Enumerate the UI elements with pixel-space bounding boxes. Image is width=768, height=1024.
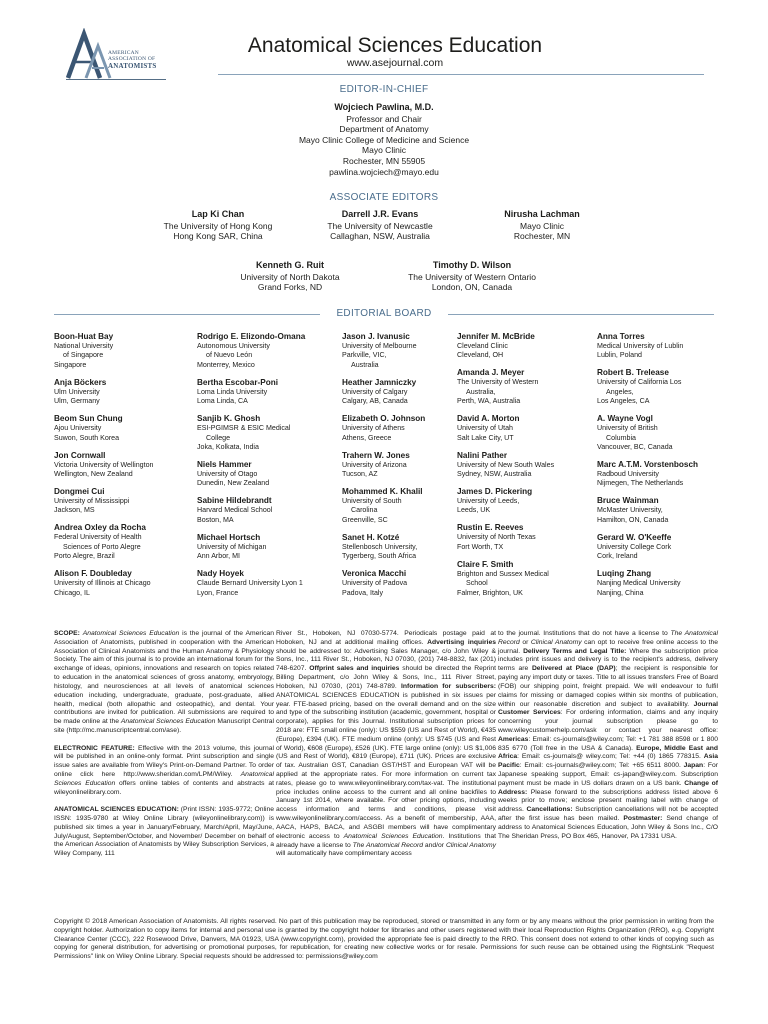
board-member: [54, 413, 190, 443]
info-text: is the journal of the American Association of Anatomists, published in cooperation with the American Association of Clinical Anatomists and the Human Anatomy & Physiology Society. The aim of this journal is to provide an international forum for the exchange of ideas, opinions, innovations and research on topics related to education in the anatomical sciences of gross anatomy, embryology, histology, and neurosciences at all levels of anatomical sciences education including, undergraduate, graduate, post-graduate, allied health, medical (both allopathic and osteopathic), and dental. Your contributions are invited for publication. All submissions are required to be made online at the: [54, 630, 274, 726]
associate-editors-heading: ASSOCIATE EDITORS: [329, 192, 439, 203]
info-text: Where the subscription price includes print issues and delivery is to the recipient's address, delivery terms are: [498, 647, 718, 673]
board-member-affiliation: Joka, Kolkata, India: [197, 443, 259, 452]
info-label: Americas: [498, 735, 529, 743]
associate-editor-name: Kenneth G. Ruit: [256, 260, 324, 270]
info-label: Asia Pacific: [498, 753, 718, 770]
board-member-affiliation: University of Mississippi: [54, 497, 130, 506]
board-member-affiliation: University of Illinois at Chicago: [54, 579, 151, 588]
board-member-affiliation: University of North Texas: [457, 533, 536, 542]
associate-editor-line: Callaghan, NSW, Australia: [330, 231, 430, 242]
board-member-affiliation: Boston, MA: [197, 515, 234, 524]
associate-editor-line: University of North Dakota: [240, 271, 340, 282]
editor-in-chief-heading: EDITOR-IN-CHIEF: [339, 84, 429, 95]
board-member: [597, 495, 717, 525]
board-member-name: David A. Morton: [457, 414, 520, 424]
info-label: Postmaster:: [623, 815, 663, 823]
associate-editor: [392, 260, 552, 293]
board-member-affiliation: Cork, Ireland: [597, 552, 638, 561]
copyright-notice: Copyright © 2018 American Association of Anatomists. All rights reserved. No part of this publication may be reproduced, stored or transmitted in any form or by any means without the prior permission in writing from the copyright holder. Authorization to copy items for internal and personal use is granted by the copyright holder for libraries and other users registered with their local Reproduction Rights Organization (RRO), e.g. Copyright Clearance Center (CCC), 222 Rosewood Drive, Danvers, MA 01923, USA (www.copyright.com), provided the appropriate fee is paid directly to the RRO. This consent does not extend to other kinds of copying such as copying for general distribution, for advertising or promotional purposes, for republication, for creating new collective works or for resale. Permissions for such reuse can be obtained using the RightsLink "Request Permissions" link on Wiley Online Library. Special requests should be addressed to: permissions@wiley.com: [54, 918, 714, 961]
info-paragraph: [276, 630, 496, 859]
info-column-1: [54, 630, 274, 868]
board-member: [197, 377, 333, 407]
board-member-affiliation: Tygerberg, South Africa: [342, 552, 417, 561]
board-member-affiliation: McMaster University,: [597, 506, 663, 515]
eic-line: Professor and Chair: [346, 113, 422, 124]
board-member-affiliation: Autonomous University: [197, 342, 270, 350]
board-member-affiliation: Lublin, Poland: [597, 351, 642, 360]
board-member-affiliation: University of California Los: [597, 378, 682, 387]
info-journal-title: Anatomical Sciences Education: [82, 630, 180, 637]
board-member-affiliation: Perth, WA, Australia: [457, 397, 521, 406]
board-member: [54, 522, 190, 561]
info-text: and/or: [423, 841, 446, 849]
board-member: [342, 331, 454, 370]
editorial-board-rule-right: [448, 314, 714, 315]
board-member-name: Anna Torres: [597, 332, 645, 341]
board-member-affiliation: Salt Lake City, UT: [457, 433, 514, 442]
board-member: [197, 331, 333, 370]
board-member-name: Niels Hammer: [197, 460, 252, 470]
board-member-name: Sabine Hildebrandt: [197, 496, 272, 506]
board-member: [197, 413, 333, 452]
info-label: Journal Customer Services: [498, 700, 718, 717]
info-text: will automatically have complimentary access: [276, 850, 412, 858]
board-member-name: James D. Pickering: [457, 487, 533, 497]
board-member-affiliation: Vancouver, BC, Canada: [597, 443, 673, 452]
board-member-affiliation: Leeds, UK: [457, 506, 491, 515]
info-paragraph: [498, 630, 718, 842]
board-member-name: Anja Böckers: [54, 377, 107, 387]
info-text: can opt to receive free online access to the journal.: [498, 638, 718, 655]
board-member-affiliation: Nanjing, China: [597, 588, 644, 597]
board-member-name: Rodrigo E. Elizondo-Omana: [197, 332, 306, 341]
info-label: ELECTRONIC FEATURE:: [54, 744, 138, 752]
associate-editor: [220, 260, 360, 293]
info-text: should be addressed to: Advertising Sales Manager, c/o John Wiley & Sons, Inc., 111 River St., Hoboken, NJ 07030, (201) 748-8832, fax (201) 748-6207.: [276, 647, 496, 673]
board-member: [457, 486, 591, 516]
aaa-logo: [66, 28, 166, 80]
board-member: [457, 367, 591, 406]
board-member-affiliation: Ajou University: [54, 424, 102, 433]
info-text: Please forward to the subscriptions address listed above 6 weeks prior to move; enclose present mailing label with change of address.: [498, 788, 718, 814]
board-member: [342, 450, 454, 480]
board-member: [342, 486, 454, 525]
board-member-affiliation: Suwon, South Korea: [54, 433, 120, 442]
info-text: Effective with the 2013 volume, this journal will be published in an online-only format. Print subscription and single issue sales are available from Wiley's Print-on-Demand Partner. To order online click here http://www.sheridan.com/LPM/Wiley.: [54, 744, 274, 778]
board-member-name: Nalini Pather: [457, 450, 508, 460]
info-text: should be directed the Reprint Billing Department, c/o John Wiley & Sons, Inc., 111 River Street, Hoboken, NJ 07030, (201) 748-8789.: [276, 665, 496, 690]
logo-line-1: AMERICAN: [108, 50, 139, 56]
board-member: [597, 367, 717, 406]
board-member-name: Dongmei Cui: [54, 487, 105, 497]
board-member-name: Jennifer M. McBride: [457, 332, 535, 341]
editorial-board-column-5: [597, 331, 717, 605]
associate-editor-line: The University of Western Ontario: [408, 271, 536, 282]
board-member-affiliation: Claude Bernard University Lyon 1: [197, 579, 303, 588]
board-member-affiliation: University of Melbourne: [342, 342, 417, 350]
info-text: ANATOMICAL SCIENCES EDUCATION is published in six issues per year. FTE-based pricing, based on the overall demand and on the size and type of the subscribing institution (academic, government, hospital or corporate), applies for this Journal. Institutional subscription prices for 2018 are: FTE small online (only): US $559 (US and Rest of World), €435 (Europe), £394 (UK). FTE medium online (only): US $745 (US and Rest of World), €608 (Europe), £526 (UK). FTE large online (only): US $1,006 (US and Rest of World), €819 (Europe), £711 (UK). Prices are exclusive of tax. Australian GST, Canadian GST/HST and European VAT will be applied at the appropriate rates. For more information on current tax rates, please go to www.wileyonlinelibrary.com/tax-vat. The institutional price includes online access to the current and all online backfiles to January 1st 2014, where available. For other pricing options, including access information and terms and conditions, please visit www.wileyonlinelibrary.com/access. As a benefit of membership, AAA, AACA, HAPS, BACA, and ASGBI members will have complimentary electronic access to: [276, 691, 496, 840]
board-member-name: Beom Sun Chung: [54, 414, 123, 424]
board-member: [197, 568, 333, 598]
info-text: . Institutions that already have a license to: [276, 832, 496, 849]
board-member-name: Elizabeth O. Johnson: [342, 414, 426, 424]
board-member-name: Jon Cornwall: [54, 450, 106, 460]
board-member-name: Michael Hortsch: [197, 532, 261, 542]
board-member-affiliation: ESI-PGIMSR & ESIC Medical: [197, 424, 291, 433]
info-text: Send change of address to Anatomical Sciences Education, John Wiley & Sons Inc., C/O The Sheridan Press, PO Box 465, Hanover, PA 17331 USA.: [498, 815, 718, 840]
associate-editor: [472, 209, 612, 242]
associate-editor-name: Darrell J.R. Evans: [341, 209, 419, 219]
info-text: (Print ISSN: 1935-9772; Online ISSN: 1935-9780 at Wiley Online Library (wileyonlinelibrary.com)) is published six times a year in January/February, March/April, May/June, July/August, September/October, and November/ December on behalf of the American Association of Anatomists by Wiley Subscription Services, a Wiley Company, 111: [54, 806, 274, 858]
eic-line: Department of Anatomy: [339, 124, 429, 135]
board-member-affiliation: National University: [54, 342, 114, 350]
board-member-name: Robert B. Trelease: [597, 368, 669, 378]
info-label: ANATOMICAL SCIENCES EDUCATION:: [54, 806, 181, 814]
associate-editor-line: Rochester, MN: [513, 231, 571, 242]
info-journal-title: Clinical Anatomy: [530, 638, 582, 646]
eic-line: Mayo Clinic College of Medicine and Science: [298, 134, 470, 145]
board-member-affiliation: Brighton and Sussex Medical: [457, 569, 549, 578]
board-member-affiliation: University of Otago: [197, 470, 258, 479]
info-text: : Email: cs-journals@wiley.com; Tel: +1 781 388 8598 or 1 800 835 6770 (Toll free in the USA & Canada).: [498, 735, 718, 752]
info-text: offers online tables of contents and abstracts at wileyonlinelibrary.com.: [54, 779, 274, 796]
board-member-affiliation: of Nuevo León: [206, 351, 253, 360]
eic-line: Mayo Clinic: [362, 145, 406, 156]
editorial-board-column-4: [457, 331, 591, 605]
board-member-affiliation: University of Athens: [342, 424, 405, 433]
board-member: [597, 532, 717, 562]
info-label: Advertising inquiries: [427, 638, 496, 646]
header-divider: [218, 74, 704, 75]
board-member-affiliation: Falmer, Brighton, UK: [457, 588, 523, 597]
board-member-affiliation: Parkville, VIC,: [342, 351, 387, 360]
info-text: Subscription cancellations will not be accepted after the first issue has been mailed.: [498, 806, 718, 823]
board-member-name: Rustin E. Reeves: [457, 523, 524, 533]
info-label: Europe, Middle East and Africa: [498, 744, 719, 761]
board-member-name: Marc A.T.M. Vorstenbosch: [597, 460, 698, 470]
board-member-affiliation: Ulm, Germany: [54, 397, 100, 406]
board-member-affiliation: of Singapore: [63, 351, 104, 360]
board-member-name: Heather Jamniczky: [342, 377, 417, 387]
associate-editor-line: London, ON, Canada: [431, 282, 513, 293]
board-member: [597, 331, 717, 361]
board-member-affiliation: University of Arizona: [342, 460, 407, 469]
board-member: [342, 377, 454, 407]
board-member-affiliation: Australia: [351, 360, 379, 369]
info-text: or: [519, 638, 531, 646]
board-member-affiliation: Wellington, New Zealand: [54, 470, 133, 479]
info-journal-title: Anatomical Sciences Education: [343, 832, 443, 840]
board-member-name: Luqing Zhang: [597, 569, 652, 579]
logo-wordmark: [108, 50, 156, 70]
board-member: [457, 522, 591, 552]
board-member-affiliation: Monterrey, Mexico: [197, 360, 255, 369]
info-label: Delivery Terms and Legal Title:: [523, 647, 627, 655]
board-member-name: A. Wayne Vogl: [597, 414, 653, 424]
editorial-board-heading: EDITORIAL BOARD: [336, 308, 432, 319]
associate-editor-name: Timothy D. Wilson: [432, 260, 512, 270]
board-member-affiliation: Carolina: [351, 506, 378, 515]
board-member-name: Andrea Oxley da Rocha: [54, 523, 146, 533]
board-member-affiliation: College: [206, 433, 231, 442]
board-member-affiliation: Tucson, AZ: [342, 470, 378, 479]
board-member-affiliation: The University of Western: [457, 378, 539, 387]
board-member-affiliation: University College Cork: [597, 542, 672, 551]
info-journal-title: The Anatomical Record: [498, 630, 718, 646]
board-member-affiliation: Ulm University: [54, 387, 100, 396]
info-text: : For Japanese speaking support, Email: cs-japan@wiley.com. Subscription payment must be made in US dollars drawn on a US bank.: [498, 762, 718, 787]
board-member: [597, 568, 717, 598]
info-column-3: [498, 630, 718, 850]
associate-editor-name: Nirusha Lachman: [504, 209, 580, 219]
board-member-affiliation: University of Padova: [342, 579, 408, 588]
board-member-name: Amanda J. Meyer: [457, 368, 525, 378]
info-label: Change of Address:: [498, 779, 718, 796]
info-text: : Email: cs-journals@wiley.com; Tel: +65 6511 8000.: [519, 762, 684, 770]
board-member-affiliation: Padova, Italy: [342, 588, 384, 597]
info-label: Information for subscribers:: [400, 682, 497, 690]
board-member-name: Mohammed K. Khalil: [342, 487, 423, 497]
associate-editor: [148, 209, 288, 242]
eic-line: Rochester, MN 55905: [342, 155, 426, 166]
info-text: : For ordering information, claims and any inquiry concerning your journal subscription please go to www.wileycustomerhelp.com/ask or contact your nearest office:: [498, 709, 719, 734]
editor-in-chief-name: Wojciech Pawlina, M.D.: [334, 102, 434, 112]
board-member-affiliation: Loma Linda University: [197, 387, 268, 396]
board-member-affiliation: Harvard Medical School: [197, 506, 273, 515]
eic-email[interactable]: pawlina.wojciech@mayo.edu: [329, 166, 439, 177]
board-member-affiliation: Fort Worth, TX: [457, 542, 504, 551]
info-journal-title: Anatomical Sciences Education: [120, 718, 216, 726]
board-member-name: Gerard W. O'Keeffe: [597, 532, 672, 542]
board-member-affiliation: Cleveland, OH: [457, 351, 504, 360]
board-member: [54, 486, 190, 516]
board-member-affiliation: University of Leeds,: [457, 497, 520, 506]
board-member-affiliation: Medical University of Lublin: [597, 342, 684, 350]
board-member-name: Veronica Macchi: [342, 569, 407, 579]
info-label: Delivered at Place (DAP): [531, 665, 616, 673]
board-member-name: Bruce Wainman: [597, 496, 659, 506]
board-member-affiliation: Ann Arbor, MI: [197, 552, 240, 561]
board-member: [54, 450, 190, 480]
board-member: [54, 331, 190, 370]
board-member-affiliation: Victoria University of Wellington: [54, 460, 154, 469]
board-member-affiliation: Stellenbosch University,: [342, 542, 418, 551]
board-member-affiliation: University of New South Wales: [457, 460, 555, 469]
board-member-affiliation: Porto Alegre, Brazil: [54, 552, 115, 561]
board-member-affiliation: Sydney, NSW, Australia: [457, 470, 532, 479]
board-member-affiliation: Los Angeles, CA: [597, 397, 650, 406]
associate-editor-line: Hong Kong SAR, China: [173, 231, 263, 242]
board-member-affiliation: School: [466, 579, 488, 588]
board-member-affiliation: Dunedin, New Zealand: [197, 479, 270, 488]
board-member: [197, 459, 333, 489]
info-text: Manuscript Central site (http://mc.manuscriptcentral.com/ase).: [54, 718, 274, 734]
info-text: River St., Hoboken, NJ 07030-5774. Periodicals postage paid at Hoboken, NJ and at additional mailing offices.: [276, 630, 496, 646]
board-member-affiliation: Greenville, SC: [342, 515, 388, 524]
board-member-affiliation: Radboud University: [597, 470, 659, 479]
board-member-affiliation: Angeles,: [606, 387, 634, 396]
editor-in-chief-block: [0, 102, 768, 177]
board-member: [457, 413, 591, 443]
board-member-affiliation: University of Michigan: [197, 542, 267, 551]
board-member: [54, 377, 190, 407]
board-member-affiliation: Federal University of Health: [54, 533, 142, 542]
board-member: [342, 413, 454, 443]
info-text: ; the recipient is responsible for paying any import duty or taxes. Title to all issues transfers Free of Board (FOB) our shipping point, freight prepaid. We will endeavour to fulfil claims for missing or damaged copies within six months of publication, within our reasonable discretion and subject to availability.: [498, 665, 718, 708]
board-member: [342, 532, 454, 562]
associate-editor-name: Lap Ki Chan: [191, 209, 245, 219]
board-member-affiliation: Jackson, MS: [54, 506, 95, 515]
info-text: to the journal. Institutions that do not have a license to: [498, 630, 671, 637]
board-member-name: Sanjib K. Ghosh: [197, 414, 261, 424]
board-member-name: Jason J. Ivanusic: [342, 332, 410, 341]
board-member-name: Alison F. Doubleday: [54, 569, 132, 579]
info-text: : Email: cs-journals@ wiley.com; Tel: +44 (0) 1865 778315.: [517, 753, 704, 761]
board-member: [197, 495, 333, 525]
associate-editor-line: The University of Hong Kong: [163, 220, 273, 231]
info-label: Japan: [683, 762, 704, 770]
info-journal-title: Clinical Anatomy: [445, 841, 496, 849]
board-member-affiliation: University of Utah: [457, 424, 513, 433]
board-member-name: Boon-Huat Bay: [54, 332, 114, 341]
info-label: Offprint sales and inquiries: [309, 665, 400, 673]
board-member-affiliation: Nanjing Medical University: [597, 579, 681, 588]
board-member-affiliation: Nijmegen, The Netherlands: [597, 479, 684, 488]
board-member-name: Nady Hoyek: [197, 569, 244, 579]
board-member: [597, 413, 717, 452]
board-member: [54, 568, 190, 598]
board-member-affiliation: Australia,: [466, 387, 496, 396]
editorial-board-column-3: [342, 331, 454, 605]
board-member: [457, 559, 591, 598]
board-member-affiliation: University of British: [597, 424, 658, 433]
journal-url[interactable]: www.asejournal.com: [346, 57, 444, 69]
info-label: SCOPE:: [54, 630, 83, 637]
info-journal-title: The Anatomical Record: [352, 841, 423, 849]
logo-line-3: ANATOMISTS: [108, 62, 157, 70]
info-journal-title: Anatomical Sciences Education: [54, 770, 274, 787]
board-member: [342, 568, 454, 598]
logo-line-2: ASSOCIATION OF: [108, 56, 156, 62]
board-member: [597, 459, 717, 489]
board-member-name: Bertha Escobar-Poni: [197, 377, 278, 387]
info-paragraph: [54, 806, 274, 859]
board-member-affiliation: Calgary, AB, Canada: [342, 397, 408, 406]
board-member-name: Trahern W. Jones: [342, 450, 410, 460]
board-member-affiliation: Athens, Greece: [342, 433, 392, 442]
board-member-affiliation: Hamilton, ON, Canada: [597, 515, 669, 524]
board-member-affiliation: Lyon, France: [197, 588, 239, 597]
info-label: Cancellations:: [526, 806, 573, 814]
board-member-affiliation: Sciences of Porto Alegre: [63, 542, 141, 551]
info-column-2: [276, 630, 496, 868]
board-member-name: Claire F. Smith: [457, 559, 514, 569]
board-member-affiliation: Singapore: [54, 360, 87, 369]
board-member: [197, 532, 333, 562]
board-member-affiliation: Columbia: [606, 433, 636, 442]
associate-editor-line: Mayo Clinic: [520, 220, 564, 231]
journal-title: Anatomical Sciences Education: [247, 34, 543, 57]
associate-editor-line: The University of Newcastle: [327, 220, 433, 231]
editorial-board-column-2: [197, 331, 333, 605]
info-paragraph: [54, 745, 274, 798]
board-member-name: Sanet H. Kotzé: [342, 532, 400, 542]
board-member-affiliation: Chicago, IL: [54, 588, 90, 597]
board-member: [457, 450, 591, 480]
info-paragraph: [54, 630, 274, 736]
board-member-affiliation: Loma Linda, CA: [197, 397, 248, 406]
board-member-affiliation: University of Calgary: [342, 387, 408, 396]
associate-editor: [310, 209, 450, 242]
board-member-affiliation: University of South: [342, 497, 402, 506]
associate-editor-line: Grand Forks, ND: [257, 282, 323, 293]
board-member-affiliation: Cleveland Clinic: [457, 342, 508, 350]
editorial-board-column-1: [54, 331, 190, 605]
board-member: [457, 331, 591, 361]
